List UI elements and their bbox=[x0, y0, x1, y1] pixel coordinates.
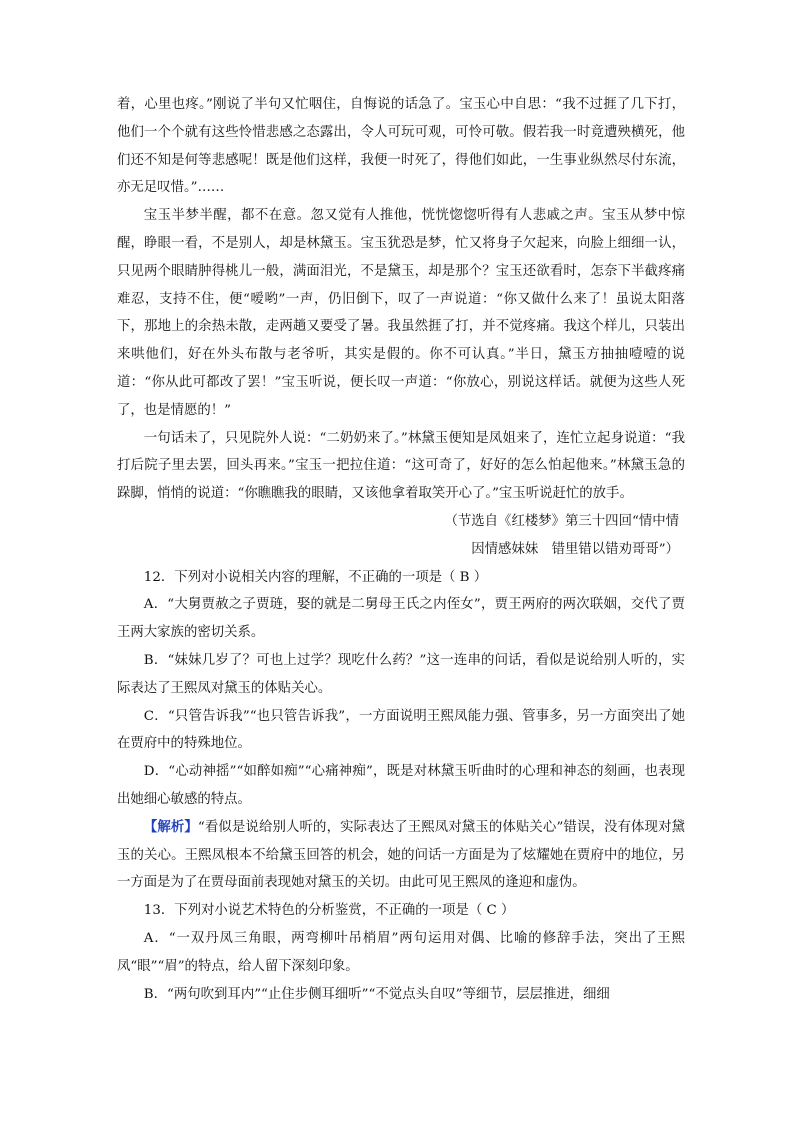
question-12-option-d: D．“心动神摇”“如醉如痴”“心痛神痴”，既是对林黛玉听曲时的心理和神态的刻画，也表现出她细心敏感的特点。 bbox=[117, 764, 685, 807]
question-13-option-b: B．“两句吹到耳内”“止住步侧耳细听”“不觉点头自叹”等细节，层层推进，细细 bbox=[143, 986, 610, 1002]
passage-paragraph-2: 宝玉半梦半醒，都不在意。忽又觉有人推他，恍恍惚惚听得有人悲戚之声。宝玉从梦中惊醒，睁眼一看，不是别人，却是林黛玉。宝玉犹恐是梦，忙又将身子欠起来，向脸上细细一认，只见两个眼睛肿得桃儿一般，满面泪光，不是黛玉，却是那个？宝玉还欲看时，怎奈下半截疼痛难忍，支持不住，便“嗳哟”一声，仍旧倒下，叹了一声说道：“你又做什么来了！虽说太阳落下，那地上的余热未散，走两趟又要受了暑。我虽然捱了打，并不觉疼痛。我这个样儿，只装出来哄他们，好在外头布散与老爷听，其实是假的。你不可认真。”半日，黛玉方抽抽噎噎的说道：“你从此可都改了罢！”宝玉听说，便长叹一声道：“你放心，别说这样话。就便为这些人死了，也是情愿的！” bbox=[117, 208, 685, 418]
question-12-option-c: C．“只管告诉我”“也只管告诉我”，一方面说明王熙凤能力强、管事多，另一方面突出了她在贾府中的特殊地位。 bbox=[117, 708, 685, 752]
source-citation-line-2: 因情感妹妹 错里错以错劝哥哥”） bbox=[471, 541, 679, 557]
document-body bbox=[117, 91, 685, 1008]
question-12-option-b: B．“妹妹几岁了？可也上过学？现吃什么药？”这一连串的问话，看似是说给别人听的，实际表达了王熙凤对黛玉的体贴关心。 bbox=[117, 652, 685, 696]
question-12-option-a: A．“大舅贾赦之子贾琏，娶的就是二舅母王氏之内侄女”，贾王两府的两次联姻，交代了贾王两大家族的密切关系。 bbox=[117, 597, 685, 641]
question-12-stem: 12．下列对小说相关内容的理解，不正确的一项是（ B ） bbox=[143, 569, 488, 585]
passage-paragraph-3: 一句话未了，只见院外人说：“二奶奶来了。”林黛玉便知是凤姐来了，连忙立起身说道：“我打后院子里去罢，回头再来。”宝玉一把拉住道：“这可奇了，好好的怎么怕起他来。”林黛玉急的跺脚，悄悄的说道：“你瞧瞧我的眼睛，又该他拿着取笑开心了。”宝玉听说赶忙的放手。 bbox=[117, 430, 685, 502]
analysis-text: “看似是说给别人听的，实际表达了王熙凤对黛玉的体贴关心”错误，没有体现对黛玉的关心。王熙凤根本不给黛玉回答的机会，她的问话一方面是为了炫耀她在贾府中的地位，另一方面是为了在贾母面前表现她对黛玉的关切。由此可见王熙凤的逢迎和虚伪。 bbox=[117, 819, 685, 891]
source-citation-line-1: （节选自《红楼梦》第三十四回“情中情 bbox=[444, 513, 679, 529]
question-12-analysis bbox=[117, 814, 685, 897]
question-13-option-a: A．“一双丹凤三角眼，两弯柳叶吊梢眉”两句运用对偶、比喻的修辞手法，突出了王熙凤“眼”“眉”的特点，给人留下深刻印象。 bbox=[117, 930, 685, 974]
question-13-stem: 13．下列对小说艺术特色的分析鉴赏，不正确的一项是（ C ） bbox=[143, 903, 515, 919]
passage-paragraph-1: 着，心里也疼。”刚说了半句又忙咽住，自悔说的话急了。宝玉心中自思：“我不过捱了几下打，他们一个个就有这些怜惜悲感之态露出，令人可玩可观，可怜可敬。假若我一时竟遭殃横死，他们还不知是何等悲感呢！既是他们这样，我便一时死了，得他们如此，一生事业纵然尽付东流，亦无足叹惜。”…… bbox=[117, 97, 685, 196]
analysis-tag: 【解析】 bbox=[143, 818, 198, 835]
